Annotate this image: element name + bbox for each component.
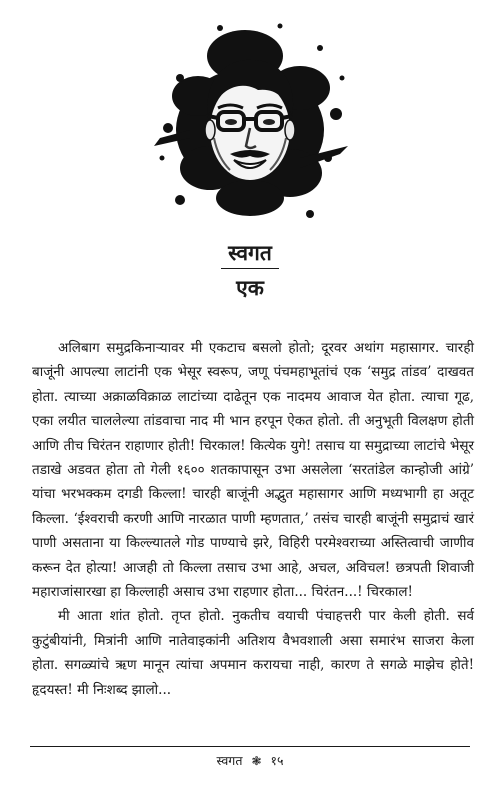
chapter-title: स्वगत xyxy=(228,240,272,265)
page-number: १५ xyxy=(270,753,284,768)
paragraph: अलिबाग समुद्रकिनाऱ्यावर मी एकटाच बसलो होतो; दूरवर अथांग महासागर. चारही बाजूंनी आपल्या लाटांनी एक भेसूर स्वरूप, जणू पंचमहाभूतांचं एक ‘समुद्र तांडव’ दाखवत होता. त्याच्या अक्राळविक्राळ लाटांच्या दाढेतून एक नादमय आवाज येत होता. त्याचा गूढ, एका लयीत चाललेल्या तांडवाचा नाद मी भान हरपून ऐकत होतो. ती अनुभूती विलक्षण होती आणि तीच चिरंतन राहाणार होती! चिरकाल! कित्येक युगे! तसाच या समुद्राच्या लाटांचे भेसूर तडाखे अडवत होता तो गेली १६०० शतकापासून उभा असलेला ‘सरतांडेल कान्होजी आंग्रे’ यांचा भरभक्कम दगडी किल्ला! चारही बाजूंनी अद्भुत महासागर आणि मध्यभागी हा अतूट किल्ला. ‘ईश्वराची करणी आणि नारळात पाणी म्हणतात,’ तसंच चारही बाजूंनी समुद्राचं खारं पाणी असताना या किल्ल्यातले गोड पाण्याचे झरे, विहिरी परमेश्वराच्या अस्तित्वाची जाणीव करून देत होत्या! आजही तो किल्ला तसाच उभा आहे, अचल, अविचल! छत्रपती शिवाजी महाराजांसारखा हा किल्लाही असाच उभा राहणार होता... चिरंतन...! चिरकाल! xyxy=(32,340,474,601)
flower-ornament-icon: ❃ xyxy=(251,754,262,768)
portrait-illustration-icon xyxy=(150,18,350,228)
chapter-subtitle: एक xyxy=(236,275,264,300)
body-text xyxy=(32,336,474,702)
footer-divider xyxy=(30,746,470,747)
paragraph: मी आता शांत होतो. तृप्त होतो. नुकतीच वयाची पंचाहत्तरी पार केली होती. सर्व कुटुंबीयांनी, मित्रांनी आणि नातेवाइकांनी अतिशय वैभवशाली असा समारंभ साजरा केला होता. सगळ्यांचे ऋण मानून त्यांचा अपमान करायचा नाही, कारण ते सगळे माझेच होते! हृदयस्त! मी निःशब्द झालो... xyxy=(32,608,474,698)
title-underline xyxy=(221,268,279,269)
footer-title: स्वगत xyxy=(216,753,243,768)
page-footer xyxy=(0,752,500,770)
portrait-illustration xyxy=(150,18,350,228)
chapter-heading xyxy=(0,240,500,301)
